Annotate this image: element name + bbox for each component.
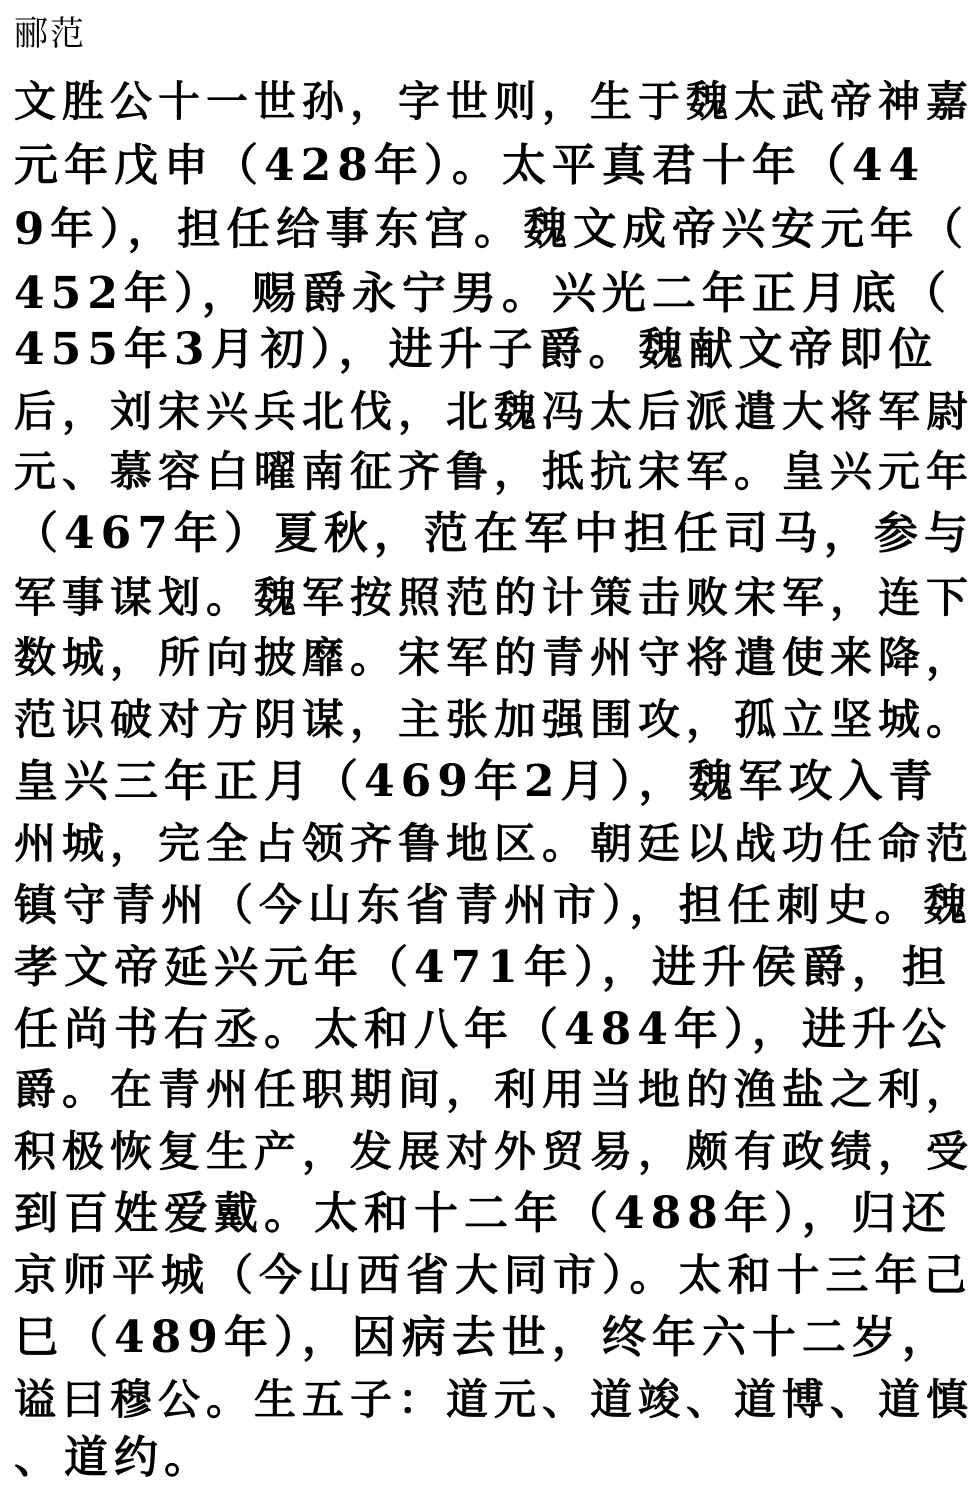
text-line: 范识破对方阴谋，主张加强围攻，孤立坚城。 (14, 695, 975, 744)
text-line: 455年3月初），进升子爵。魏献文帝即位 (14, 324, 939, 375)
text-line: 任尚书右丞。太和八年（484年），进升公 (14, 1004, 952, 1055)
text-line: 积极恢复生产，发展对外贸易，颇有政绩，受 (14, 1127, 975, 1176)
text-line: 9年），担任给事东宫。魏文成帝兴安元年（ (14, 204, 970, 255)
text-line: 巳（489年），因病去世，终年六十二岁， (14, 1312, 952, 1363)
text-line: 爵。在青州任职期间，利用当地的渔盐之利， (14, 1065, 975, 1114)
text-line: 元年戊申（428年）。太平真君十年（44 (14, 140, 926, 191)
text-line: 谥曰穆公。生五子：道元、道竣、道博、道慎 (14, 1375, 975, 1424)
text-line: 军事谋划。魏军按照范的计策击败宋军，连下 (14, 573, 975, 622)
text-line: 京师平城（今山西省大同市）。太和十三年己 (14, 1251, 973, 1301)
text-line: （467年）夏秋，范在军中担任司马，参与 (14, 508, 974, 559)
text-line: 皇兴三年正月（469年2月），魏军攻入青 (14, 756, 939, 807)
text-line: 数城，所向披靡。宋军的青州守将遣使来降， (14, 633, 975, 682)
text-line: 、道约。 (14, 1432, 214, 1483)
document-title: 郦范 (14, 14, 86, 54)
text-line: 镇守青州（今山东省青州市），担任刺史。魏 (14, 881, 973, 931)
text-line: 元、慕容白曜南征齐鲁，抵抗宋军。皇兴元年 (14, 447, 975, 496)
text-line: 孝文帝延兴元年（471年），进升侯爵，担 (14, 942, 952, 993)
text-line: 文胜公十一世孙，字世则，生于魏太武帝神嘉 (14, 77, 975, 126)
text-line: 452年），赐爵永宁男。兴光二年正月底（ (14, 268, 952, 319)
text-line: 州城，完全占领齐鲁地区。朝廷以战功任命范 (14, 819, 975, 868)
text-line: 到百姓爱戴。太和十二年（488年），归还 (14, 1188, 952, 1239)
text-line: 后，刘宋兴兵北伐，北魏冯太后派遣大将军尉 (14, 387, 975, 436)
